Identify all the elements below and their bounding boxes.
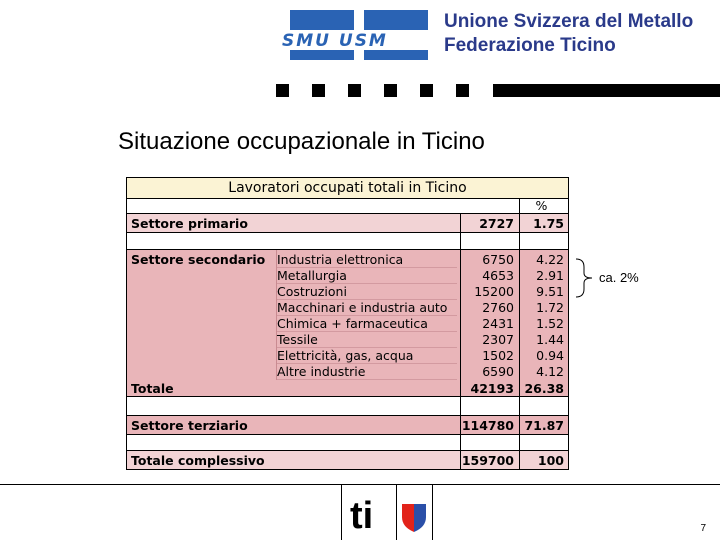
smu-usm-logo-graphic	[278, 6, 428, 64]
percent-header-row	[126, 199, 569, 213]
slide-title: Situazione occupazionale in Ticino	[118, 128, 485, 155]
row-complessivo	[126, 450, 569, 470]
secondario-item-value: 4653	[482, 268, 514, 283]
secondario-item-label: Chimica + farmaceutica	[277, 316, 457, 332]
org-line-1: Unione Svizzera del Metallo	[444, 11, 694, 32]
secondario-item-label: Metallurgia	[277, 268, 457, 284]
row-primario	[126, 213, 569, 233]
complessivo-percent: 100	[537, 453, 564, 468]
table-title: Lavoratori occupati totali in Ticino	[126, 177, 569, 199]
brace-icon	[574, 257, 596, 299]
secondario-item-percent: 1.72	[536, 300, 564, 315]
secondario-item-value: 15200	[474, 284, 514, 299]
secondario-item-label: Costruzioni	[277, 284, 457, 300]
primario-label: Settore primario	[131, 216, 248, 231]
secondario-total-value: 42193	[470, 381, 514, 396]
secondario-item-label: Altre industrie	[277, 364, 457, 380]
secondario-item-value: 6750	[482, 252, 514, 267]
annotation-note: ca. 2%	[599, 270, 639, 285]
terziario-percent: 71.87	[524, 418, 564, 433]
secondario-item-value: 2307	[482, 332, 514, 347]
page-number: 7	[700, 523, 706, 534]
secondario-item-value: 2760	[482, 300, 514, 315]
smu-usm-logo	[278, 6, 428, 64]
complessivo-value: 159700	[461, 453, 514, 468]
secondario-item-percent: 9.51	[536, 284, 564, 299]
secondario-item-label: Macchinari e industria auto	[277, 300, 457, 316]
secondario-total-percent: 26.38	[524, 381, 564, 396]
row-terziario	[126, 415, 569, 435]
complessivo-label: Totale complessivo	[131, 453, 265, 468]
primario-percent: 1.75	[533, 216, 564, 231]
secondario-item-value: 2431	[482, 316, 514, 331]
secondario-item-value: 6590	[482, 364, 514, 379]
svg-text:SMU USM: SMU USM	[282, 31, 388, 51]
secondario-item-value: 1502	[482, 348, 514, 363]
secondario-label: Settore secondario	[131, 252, 266, 267]
secondario-item-percent: 1.44	[536, 332, 564, 347]
organization-name	[444, 10, 693, 58]
primario-value: 2727	[479, 216, 514, 231]
secondario-item-label: Industria elettronica	[277, 252, 457, 268]
ticino-shield-icon	[401, 503, 427, 533]
block-secondario	[126, 249, 569, 397]
ticino-logo: ti	[350, 495, 374, 537]
secondario-item-percent: 1.52	[536, 316, 564, 331]
secondario-item-percent: 2.91	[536, 268, 564, 283]
org-line-2: Federazione Ticino	[444, 35, 616, 56]
decorative-dots	[276, 84, 720, 98]
percent-header: %	[535, 198, 548, 213]
secondario-item-label: Elettricità, gas, acqua	[277, 348, 457, 364]
secondario-total-label: Totale	[131, 381, 174, 396]
secondario-item-label: Tessile	[277, 332, 457, 348]
terziario-label: Settore terziario	[131, 418, 248, 433]
secondario-item-percent: 0.94	[536, 348, 564, 363]
secondario-item-percent: 4.12	[536, 364, 564, 379]
secondario-item-percent: 4.22	[536, 252, 564, 267]
terziario-value: 114780	[461, 418, 514, 433]
